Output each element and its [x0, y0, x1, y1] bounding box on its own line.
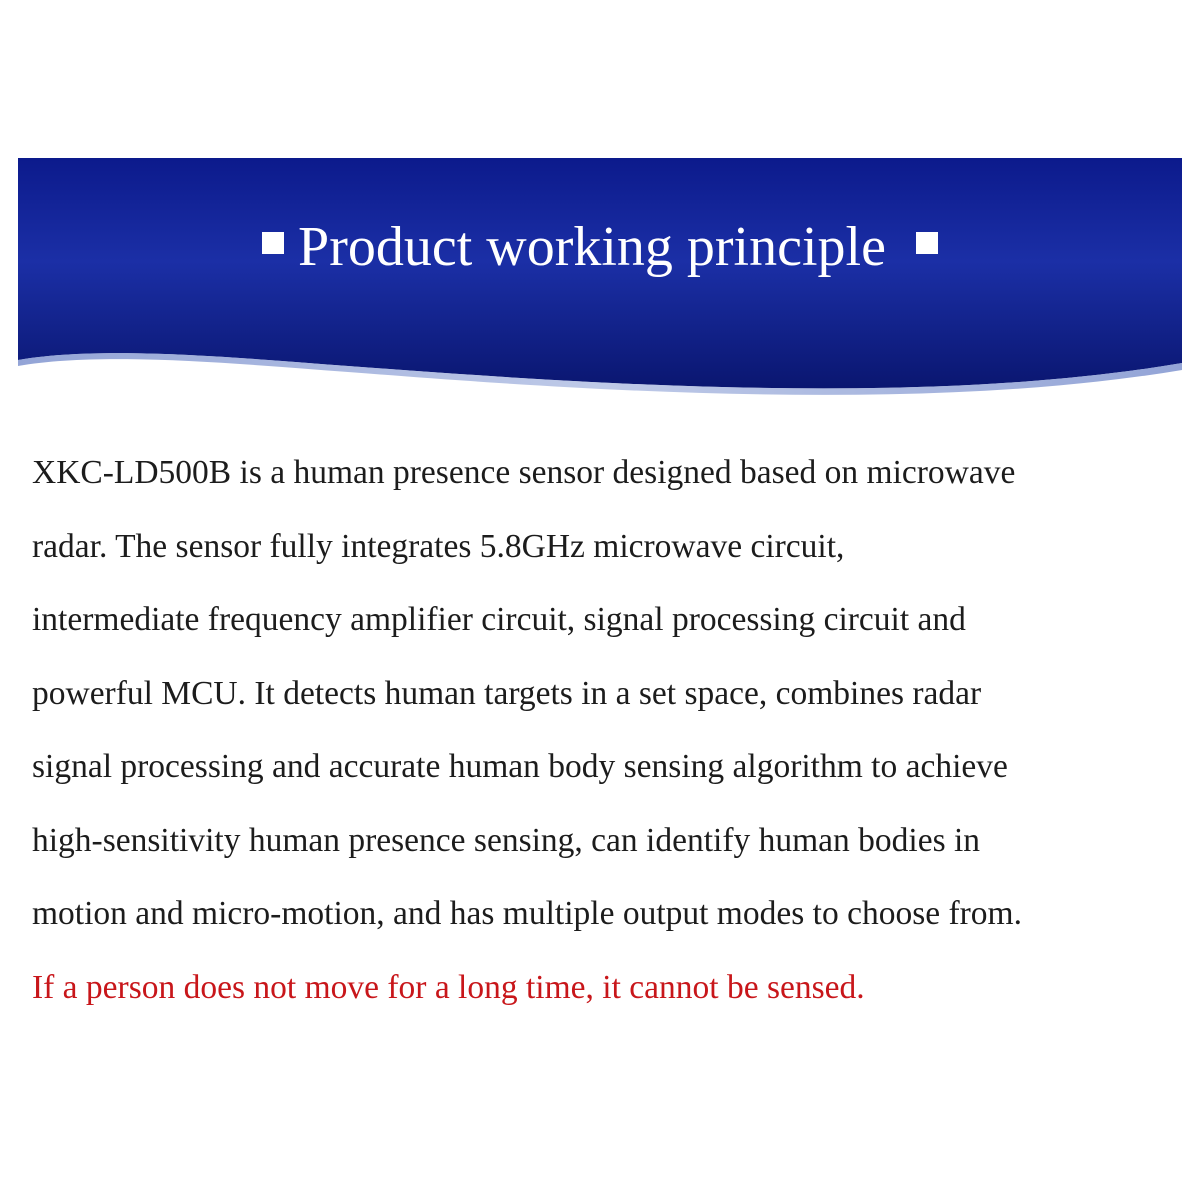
description-line: intermediate frequency amplifier circuit, signal processing circuit and: [32, 601, 966, 638]
description-line: high-sensitivity human presence sensing, can identify human bodies in: [32, 821, 981, 859]
description-line: signal processing and accurate human body sensing algorithm to achieve: [32, 748, 1008, 785]
warning-note: If a person does not move for a long time, it cannot be sensed.: [32, 968, 865, 1006]
page-title: [18, 210, 1182, 279]
page-title-text: Product working principle: [298, 216, 886, 279]
title-banner: [18, 158, 1182, 398]
description-line: radar. The sensor fully integrates 5.8GHz microwave circuit,: [32, 527, 845, 565]
white-square-icon: [262, 232, 284, 254]
description-block: [32, 436, 1182, 1024]
white-square-icon: [916, 232, 938, 254]
description-line: motion and micro-motion, and has multiple output modes to choose from.: [32, 895, 1022, 932]
description-line: powerful MCU. It detects human targets in a set space, combines radar: [32, 674, 982, 712]
description-line: XKC-LD500B is a human presence sensor designed based on microwave: [32, 454, 1016, 491]
